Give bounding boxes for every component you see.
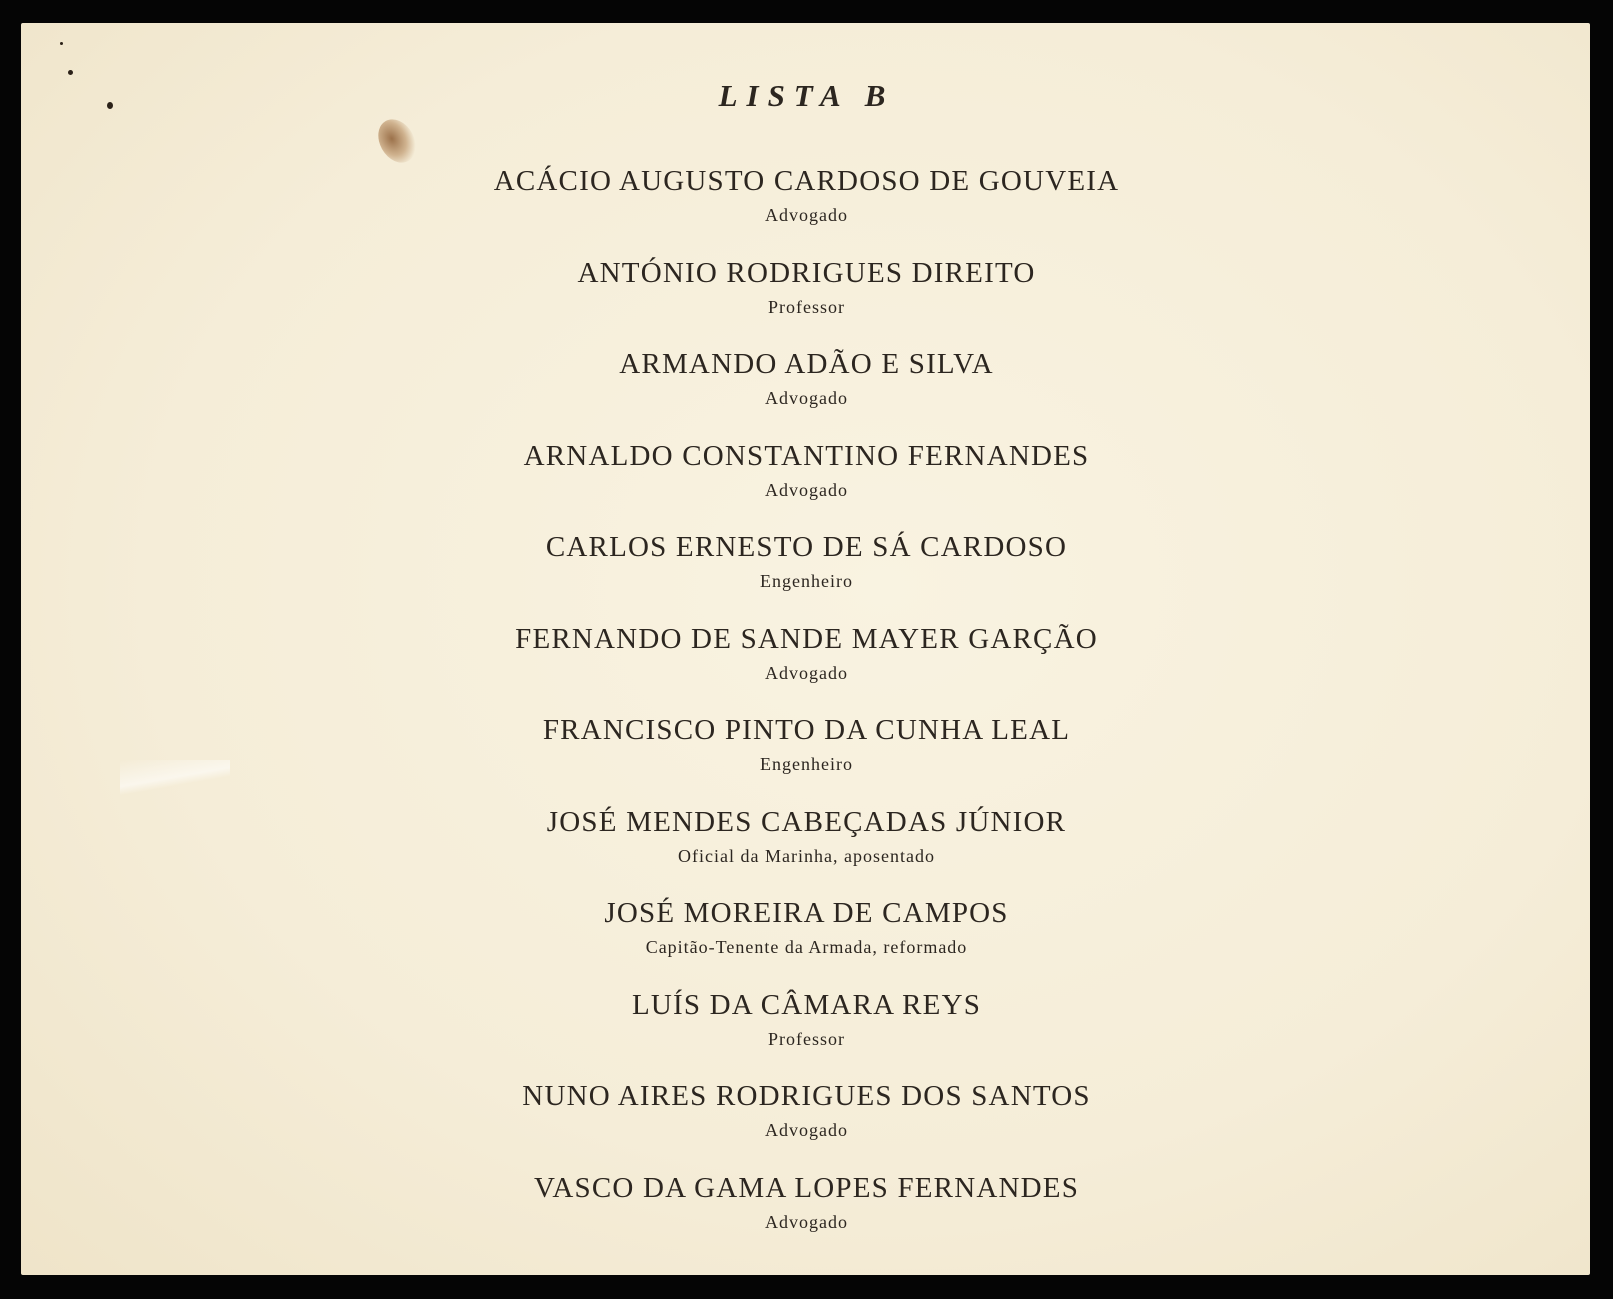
candidate-list xyxy=(0,160,1613,1258)
list-item xyxy=(0,892,1613,984)
list-item xyxy=(0,343,1613,435)
candidate-occupation: Advogado xyxy=(765,205,848,225)
candidate-name: FERNANDO DE SANDE MAYER GARÇÃO xyxy=(515,622,1098,655)
candidate-name: ARNALDO CONSTANTINO FERNANDES xyxy=(523,439,1090,472)
candidate-occupation: Engenheiro xyxy=(760,754,853,774)
candidate-name: ANTÓNIO RODRIGUES DIREITO xyxy=(577,256,1036,289)
candidate-occupation: Advogado xyxy=(765,1211,848,1232)
candidate-occupation: Advogado xyxy=(765,479,848,500)
candidate-occupation: Professor xyxy=(768,1028,845,1049)
candidate-occupation: Oficial da Marinha, aposentado xyxy=(678,845,935,866)
candidate-name: LUÍS DA CÂMARA REYS xyxy=(631,988,982,1021)
list-item xyxy=(0,618,1613,710)
list-item xyxy=(0,160,1613,252)
candidate-occupation: Capitão-Tenente da Armada, reformado xyxy=(645,937,968,957)
list-item xyxy=(0,526,1613,618)
list-item xyxy=(0,709,1613,801)
candidate-occupation: Advogado xyxy=(765,662,848,683)
candidate-name: VASCO DA GAMA LOPES FERNANDES xyxy=(533,1171,1080,1204)
candidate-occupation: Engenheiro xyxy=(760,571,853,591)
list-item xyxy=(0,1075,1613,1167)
candidate-name: CARLOS ERNESTO DE SÁ CARDOSO xyxy=(545,531,1068,563)
list-item xyxy=(0,1167,1613,1259)
ink-speck xyxy=(68,70,73,75)
candidate-name: JOSÉ MOREIRA DE CAMPOS xyxy=(604,897,1009,929)
candidate-occupation: Advogado xyxy=(765,1120,848,1140)
candidate-occupation: Advogado xyxy=(765,388,848,408)
list-item xyxy=(0,435,1613,527)
list-item xyxy=(0,984,1613,1076)
list-item xyxy=(0,252,1613,344)
candidate-name: NUNO AIRES RODRIGUES DOS SANTOS xyxy=(522,1080,1091,1112)
candidate-name: JOSÉ MENDES CABEÇADAS JÚNIOR xyxy=(546,805,1067,838)
candidate-name: FRANCISCO PINTO DA CUNHA LEAL xyxy=(542,714,1071,746)
list-item xyxy=(0,801,1613,893)
ink-speck xyxy=(60,42,63,45)
candidate-occupation: Professor xyxy=(768,296,845,317)
list-title: LISTA B xyxy=(718,78,895,113)
candidate-name: ACÁCIO AUGUSTO CARDOSO DE GOUVEIA xyxy=(493,165,1120,197)
candidate-name: ARMANDO ADÃO E SILVA xyxy=(619,348,994,380)
